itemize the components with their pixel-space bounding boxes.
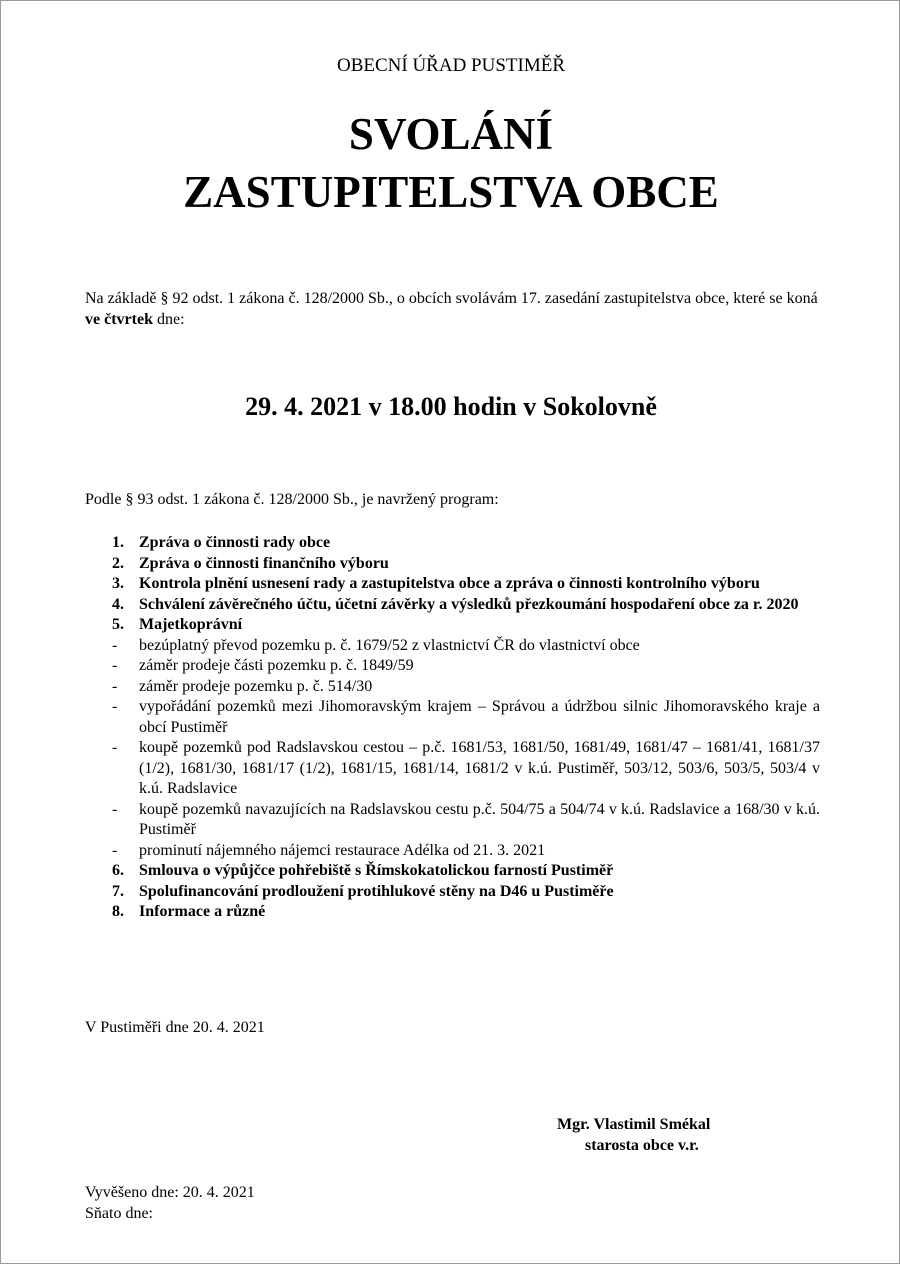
program-item-text: Smlouva o výpůjčce pohřebiště s Římskokatolickou farností Pustiměř [139,862,614,879]
program-item-number: 1. [112,534,124,551]
program-subitem [85,800,820,841]
program-subitem [85,738,820,800]
program-item-text: Zpráva o činnosti finančního výboru [139,554,389,572]
program-subitem-text: záměr prodeje části pozemku p. č. 1849/59 [139,657,414,674]
program-item-text: Spolufinancování prodloužení protihlukové stěny na D46 u Pustiměře [139,882,614,900]
program-item [85,554,820,575]
office-heading: OBECNÍ ÚŘAD PUSTIMĚŘ [336,55,566,76]
program-item-number: 5. [112,616,124,633]
program-item-number: 3. [112,575,124,592]
program-subitem [85,841,820,862]
program-item [85,902,820,923]
program-list [85,533,820,923]
meeting-date-place: 29. 4. 2021 v 18.00 hodin v Sokolovně [245,392,657,421]
program-item [85,861,820,882]
program-subitem-dash: - [112,657,118,674]
program-item-number: 6. [112,862,124,879]
intro-text-before: Na základě § 92 odst. 1 zákona č. 128/2000 Sb., o obcích svolávám 17. zasedání zastupitelstva obce, které se koná [85,290,818,307]
program-subitem-text: záměr prodeje pozemku p. č. 514/30 [139,677,373,695]
posted-date: Vyvěšeno dne: 20. 4. 2021 [85,1184,255,1201]
signature-role: starosta obce v.r. [585,1137,699,1154]
program-subitem-dash: - [112,698,118,715]
posting-info [85,1182,255,1224]
program-item [85,574,820,595]
program-item-number: 2. [112,554,124,572]
program-item-number: 8. [112,903,124,920]
program-subitem-dash: - [112,739,118,756]
program-item-text: Schválení závěrečného účtu, účetní závěrky a výsledků přezkoumání hospodaření obce za r. 2020 [139,595,799,613]
program-subitem-text: koupě pozemků navazujících na Radslavskou cestu p.č. 504/75 a 504/74 v k.ú. Radslavice a 168/30 v k.ú. Pustiměř [139,800,820,838]
program-item-number: 4. [112,595,124,613]
program-subitem-text: prominutí nájemného nájemci restaurace Adélka od 21. 3. 2021 [139,841,546,859]
program-subitem [85,656,820,677]
intro-text-after: dne: [152,311,185,328]
program-item-number: 7. [112,882,124,900]
program-subitem-dash: - [112,800,118,818]
intro-text-bold: ve čtvrtek [85,311,153,328]
program-subitem-text: bezúplatný převod pozemku p. č. 1679/52 z vlastnictví ČR do vlastnictví obce [139,636,640,654]
program-subitem-dash: - [112,636,118,654]
program-item-text: Zpráva o činnosti rady obce [139,534,331,551]
program-subitem [85,677,820,698]
program-subitem-text: vypořádání pozemků mezi Jihomoravským krajem – Správou a údržbou silnic Jihomoravského kraje a obcí Pustiměř [139,698,820,736]
date-place: V Pustiměři dne 20. 4. 2021 [85,1019,265,1036]
program-subitem [85,697,820,738]
program-item [85,615,820,636]
program-item-text: Majetkoprávní [139,616,243,633]
program-intro: Podle § 93 odst. 1 zákona č. 128/2000 Sb., je navržený program: [85,491,499,508]
program-subitem-text: koupě pozemků pod Radslavskou cestou – p.č. 1681/53, 1681/50, 1681/49, 1681/47 – 1681/41, 1681/37 (1/2), 1681/30, 1681/17 (1/2), 1681/15, 1681/14, 1681/2 v k.ú. Pustiměř, 503/12, 503/6, 503/5, 503/4 v k.ú. Radslavice [139,739,820,797]
document-title-line1: SVOLÁNÍ [348,109,554,159]
program-item [85,595,820,616]
program-subitem [85,636,820,657]
program-subitem-dash: - [112,677,118,695]
program-item [85,533,820,554]
intro-paragraph [85,288,820,330]
signature-block [557,1114,710,1156]
program-item-text: Informace a různé [139,903,266,920]
program-subitem-dash: - [112,841,118,859]
removed-date: Sňato dne: [85,1205,153,1222]
program-item [85,882,820,903]
program-item-text: Kontrola plnění usnesení rady a zastupitelstva obce a zpráva o činnosti kontrolního výboru [139,575,760,592]
document-title-line2: ZASTUPITELSTVA OBCE [183,167,719,217]
signature-name: Mgr. Vlastimil Smékal [557,1116,711,1133]
